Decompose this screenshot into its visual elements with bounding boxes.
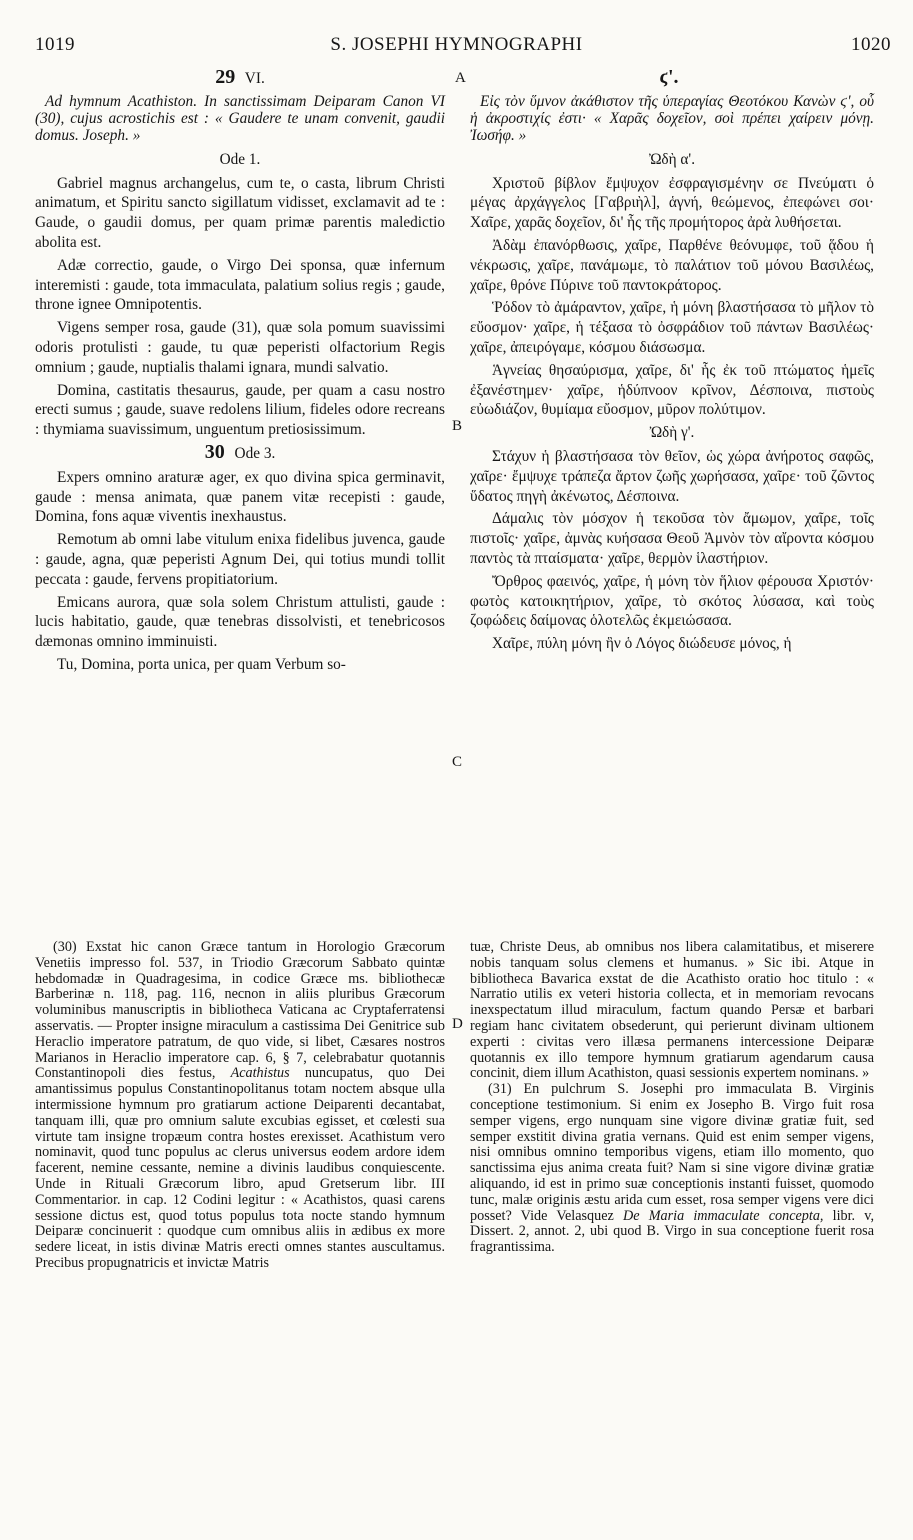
footnote-30-text: (30) Exstat hic canon Græce tantum in Horologio Græcorum Venetiis impresso fol. 537, in Triodio Græcorum Sabbato quintæ hebdomadæ in Quadragesima, in codice Græce ms. bibliothecæ Barberinæ n. 118, pag. 116, necnon in aliis pluribus Græcorum voluminibus manuscriptis in bibliotheca Vaticana ac Cryptaferratensi asservatis. — Propter insigne miraculum a castissima Dei Genitrice sub Heraclio imperatore patratum, de quo vide, si libet, Cæsares nostros Marianos in Heraclio imperatore cap. 6, § 7, celebrabatur quotannis Constantinopoli dies festus, xyxy=(35,939,445,1082)
margin-letter-b: B xyxy=(452,418,463,434)
ode3-title-latin: Ode 3. xyxy=(234,444,276,462)
running-title: S. JOSEPHI HYMNOGRAPHI xyxy=(330,34,583,55)
latin-ode3-stanza: Expers omnino araturæ ager, ex quo divina spica germinavit, gaude : mensa animata, quæ panem vitæ recepisti : gaude, Domina, fons aquæ viventis inexhaustus. xyxy=(35,468,445,526)
latin-ode1-stanza: Gabriel magnus archangelus, cum te, o casta, librum Christi animatum, et Spiritu sancto sigillatum vidisset, exclamavit ad te : Gaude, o gaudii domus, per quam primæ parentis maledictio abolita est. xyxy=(35,174,445,251)
hymn-label-latin: VI. xyxy=(244,70,265,87)
ode3-heading-latin xyxy=(35,440,445,464)
hymn-heading-greek xyxy=(470,68,874,89)
footnote-30 xyxy=(35,940,445,1272)
greek-intro: Εἰς τὸν ὕμνον ἀκάθιστον τῆς ὑπεραγίας Θεοτόκου Κανὼν ϛ', οὗ ἡ ἀκροστιχίς ἐστι· « Χαρᾶς δοχεῖον, σοὶ πρέπει χαίρειν μόνῃ. Ἰωσήφ. » xyxy=(470,92,874,144)
latin-ode3-stanza: Emicans aurora, quæ sola solem Christum attulisti, gaude : lucis habitatio, gaude, quæ tenebras dissolvisti, et tenebricosos dæmonas omnino imminuisti. xyxy=(35,593,445,651)
greek-ode1-stanza: Ῥόδον τὸ ἀμάραντον, χαῖρε, ἡ μόνη βλαστήσασα τὸ μῆλον τὸ εὔοσμον· χαῖρε, ἡ τέξασα τὸ ὀσφράδιον τοῦ πάντων Βασιλέως· χαῖρε, ἀπειρόγαμε, κόσμου διάσωσμα. xyxy=(470,299,874,356)
greek-ode3-stanza: Χαῖρε, πύλη μόνη ἣν ὁ Λόγος διώδευσε μόνος, ἡ xyxy=(492,635,792,653)
page-number-left: 1019 xyxy=(35,34,75,55)
section-number: 30 xyxy=(204,440,225,463)
margin-letter-d: D xyxy=(452,1016,463,1032)
footnotes-right xyxy=(470,940,874,1256)
hymn-label-greek: ϛ'. xyxy=(659,66,679,88)
footnote-31 xyxy=(470,1082,874,1256)
latin-ode1-stanza: Adæ correctio, gaude, o Virgo Dei sponsa, quæ infernum interemisti : gaude, tota immaculata, palatium solius regis ; gaude, throne ignee Omnipotentis. xyxy=(35,256,445,314)
latin-intro: Ad hymnum Acathiston. In sanctissimam Deiparam Canon VI (30), cujus acrostichis est : « Gaudere te unam convenit, gaudii domus. Joseph. » xyxy=(35,92,445,144)
greek-column xyxy=(470,68,874,657)
ode1-title-greek: Ὠδὴ α'. xyxy=(648,150,696,168)
greek-ode3-stanza: Δάμαλις τὸν μόσχον ἡ τεκοῦσα τὸν ἄμωμον, χαῖρε, τοῖς πιστοῖς· χαῖρε, ἀμνὰς κυήσασα Θεοῦ Ἀμνὸν τὸν αἴροντα κόσμου παντὸς τὰ πταίσματα· χαῖρε, θερμὸν ἱλαστήριον. xyxy=(470,510,874,567)
hymn-number: 29 xyxy=(215,66,236,88)
footnote-30-text-cont: nuncupatus, quo Dei amantissimus populus Constantinopolitanus totam noctem absque ulla intermissione hymnum pro gratiarum actione Deiparenti decantabat, tanquam illi, quæ pro omnium salute excubias egisset, et cœlesti sua virtute tam insigne tropæum contra hostes erexisset. Acathistum vero nominavit, quod tunc populus ac clerus universus eodem ardore idem facerent, nemine cessante, nemine a divinis laudibus conquiescente. Unde in Rituali Græcorum libro, apud Gretserum libr. III Commentarior. in cap. 12 Codini legitur : « Acathistos, quasi carens sessione dictus est, quod totus populus tota nocte stando hymnum Deiparæ concinuerit : quodque cum omnibus aliis in ædibus ex more sedere liceat, in istis divinæ Matris erecti omnes stantes auscultamus. Precibus propugnatricis et invictæ Matris xyxy=(35,1065,446,1271)
greek-ode1-stanza: Ἀδὰμ ἐπανόρθωσις, χαῖρε, Παρθένε θεόνυμφε, τοῦ ᾅδου ἡ νέκρωσις, χαῖρε, πανάμωμε, τὸ παλάτιον τοῦ μόνου Βασιλέως, χαῖρε, θρόνε Πύρινε τοῦ παντοκράτορος. xyxy=(470,236,874,294)
footnote-30-italic: Acathistus xyxy=(230,1065,290,1082)
footnote-31-text: (31) En pulchrum S. Josephi pro immaculata B. Virginis conceptione testimonium. Si enim ex Josepho B. Virgo fuit rosa semper vigens, ergo nunquam sine vigore divinæ gratiæ fuit, sed semper exstitit divina gratia vernans. Quid est enim semper vigens, nisi omnibus omnino temporibus vigens, etiam illo momento, quo sanctissima ejus anima creata fuit? Nam si sine vigore divinæ gratiæ aliquando, id est in primo suæ conceptionis instanti fuisset, quomodo tunc, malæ originis æstu arida cum esset, rosa semper vigens vere dici posset? Vide Velasquez xyxy=(470,1081,874,1224)
latin-ode1-stanza: Domina, castitatis thesaurus, gaude, per quam a casu nostro erecti sumus ; gaude, suave redolens lilium, fideles odore recreans : thymiama suavissimum, unguentum pretiosissimum. xyxy=(35,381,445,439)
greek-ode3-stanza: Ὄρθρος φαεινός, χαῖρε, ἡ μόνη τὸν ἥλιον φέρουσα Χριστόν· φωτὸς κατοικητήριον, χαῖρε, τὸ σκότος λύσασα, καὶ τοὺς ζοφώδεις δαίμονας ὁλοτελῶς ἐκμειώσασα. xyxy=(470,572,874,630)
ode3-title-greek: Ὠδὴ γ'. xyxy=(649,424,695,442)
margin-letter-c: C xyxy=(452,754,463,770)
greek-ode3-stanza: Στάχυν ἡ βλαστήσασα τὸν θεῖον, ὡς χώρα ἀνήροτος σαφῶς, χαῖρε· ἔμψυχε τράπεζα ἄρτον ζωῆς χωρήσασα, χαῖρε· τοῦ ζῶντος ὕδατος πηγὴ ἀκένωτος, Δέσποινα. xyxy=(470,447,874,505)
footnote-31-text-cont: libr. v, Dissert. 2, annot. 2, ubi quod B. Virgo in sua conceptione fuerit rosa fragrantissima. xyxy=(470,1207,874,1256)
latin-column xyxy=(35,68,445,678)
latin-ode1-stanza: Vigens semper rosa, gaude (31), quæ sola pomum suavissimi odoris protulisti : gaude, tu quæ peperisti olfactorium Regis omnium ; gaude, nuptialis thalami ignara, mundi salvatio. xyxy=(35,319,445,376)
footnotes-left xyxy=(35,940,445,1272)
latin-ode3-stanza: Remotum ab omni labe vitulum enixa fidelibus juvenca, gaude : gaude, agna, quæ peperisti Agnum Dei, qui totius mundi tollit peccata : gaude, fervens propitiatorium. xyxy=(35,531,445,588)
margin-letter-a: A xyxy=(455,70,466,86)
greek-ode1-stanza: Χριστοῦ βίβλον ἔμψυχον ἐσφραγισμένην σε Πνεύματι ὁ μέγας ἀρχάγγελος [Γαβριὴλ], ἁγνή, θεώμενος, ἐπεφώνει σοι· Χαῖρε, χαρᾶς δοχεῖον, δι' ἧς τῆς προμήτορος ἀρὰ λυθήσεται. xyxy=(470,174,874,232)
greek-ode1-stanza: Ἁγνείας θησαύρισμα, χαῖρε, δι' ἧς ἐκ τοῦ πτώματος ἡμεῖς ἐξανέστημεν· χαῖρε, ἡδύπνοον κρῖνον, Δέσποινα, πιστοὺς εὐωδιάζον, θυμίαμα εὔοσμον, μῦρον πολύτιμον. xyxy=(470,361,874,419)
latin-ode3-stanza: Tu, Domina, porta unica, per quam Verbum so- xyxy=(57,655,346,673)
ode1-title-latin: Ode 1. xyxy=(219,150,261,168)
hymn-heading-latin xyxy=(35,68,445,89)
page-number-right: 1020 xyxy=(851,34,891,55)
footnote-30-continued: tuæ, Christe Deus, ab omnibus nos libera calamitatibus, et miserere nobis tanquam solus clemens et humanus. » Sic ibi. Atque in bibliotheca Bavarica exstat de die Acathisto oratio hoc titulo : « Narratio utilis ex veteri historia collecta, et in memoriam revocans inexspectatum illud miraculum, factum quando Persæ et barbari regiam hanc civitatem obsederunt, qui perierunt divinam ultionem experti : civitas vero illæsa permanens intercessione Deiparæ quotannis ex illo tempore hymnum gratiarum agendarum causa concinit, diem illum Acathiston, quasi sessionis expertem nominans. » xyxy=(470,939,874,1082)
footnote-31-italic: De Maria immaculate concepta, xyxy=(623,1207,824,1224)
